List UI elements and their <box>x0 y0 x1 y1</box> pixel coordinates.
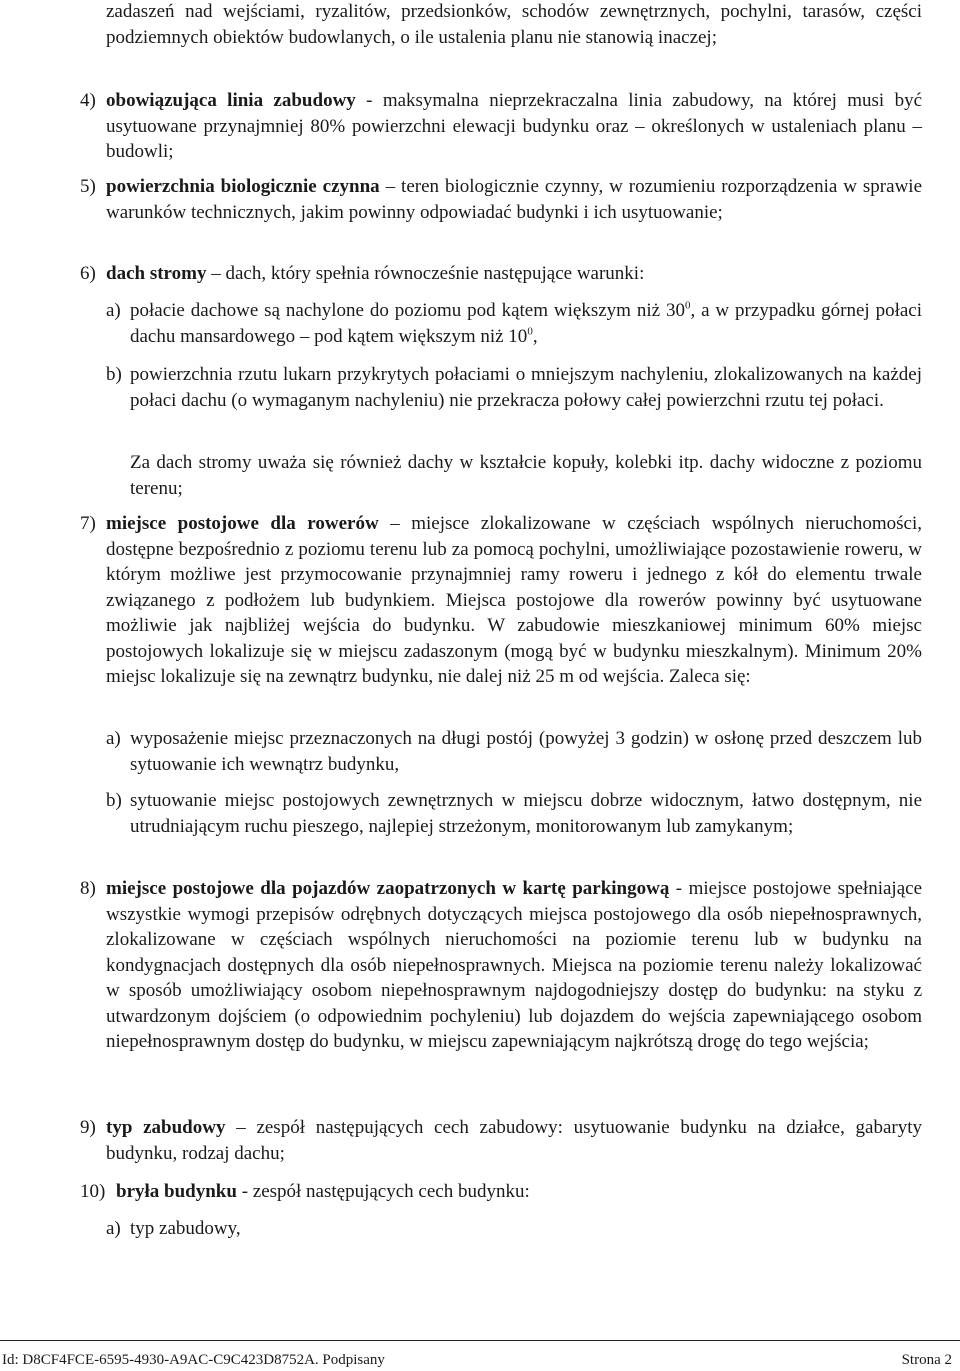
definition-text: miejsce postojowe spełniające wszystkie wymogi przepisów odrębnych dotyczących miejsca postojowego dla osób niepełnosprawnych, zlokalizowane w częściach wspólnych nieruchomości na poziomie terenu lub w budynku na kondygnacjach dostępnych dla osób niepełnosprawnych. Miejsca na poziomie terenu należy lokalizować w sposób umożliwiający osobom niepełnosprawnym najdogodniejszy dostęp do budynku: na styku z utwardzonym dojściem (o odpowiednim pochyleniu) lub dojazdem do wejścia zapewniającego osobom niepełnosprawnym dostęp do budynku, w miejscu zapewniającym najkrótszą drogę do tego wejścia; <box>106 878 922 1052</box>
definition-text: dach, który spełnia równocześnie następujące warunki: <box>225 263 645 284</box>
definition-text: maksymalna nieprzekraczalna linia zabudowy, na której musi być usytuowane przynajmniej 80% powierzchni elewacji budynku oraz – określonych w ustaleniach planu – budowli; <box>106 90 922 162</box>
subitem: wyposażenie miejsc przeznaczonych na długi postój (powyżej 3 godzin) w osłonę przed deszczem lub sytuowanie ich wewnątrz budynku, <box>130 728 922 775</box>
definition-item <box>106 261 922 287</box>
subitem: powierzchnia rzutu lukarn przykrytych połaciami o mniejszym nachyleniu, zlokalizowanych na każdej połaci dachu (o wymaganym nachyleniu) nie przekracza połowy całej powierzchni rzutu tej połaci. <box>130 364 922 411</box>
subitem-text: , <box>532 325 538 347</box>
separator: – <box>379 176 402 197</box>
subitem-text: , a w przypadku górnej połaci dachu mansardowego – pod kątem większym niż 10 <box>130 300 923 347</box>
definition-term: obowiązująca linia zabudowy <box>106 90 356 111</box>
definition-item <box>106 1115 922 1166</box>
subitem-text: połacie dachowe są nachylone do poziomu pod kątem większym niż 30 <box>130 300 685 321</box>
definition-term: powierzchnia biologicznie czynna <box>106 176 380 197</box>
definition-item <box>106 511 922 690</box>
intro-paragraph: zadaszeń nad wejściami, ryzalitów, przedsionków, schodów zewnętrznych, pochylni, tarasów, części podziemnych obiektów budowlanych, o ile ustalenia planu nie stanowią inaczej; <box>106 1 922 48</box>
definition-term: typ zabudowy <box>106 1117 226 1138</box>
definition-term: miejsce postojowe dla rowerów <box>106 513 379 534</box>
definition-text: teren biologicznie czynny, w rozumieniu rozporządzenia w sprawie warunków technicznych, jakim powinny odpowiadać budynki i ich usytuowanie; <box>106 176 922 223</box>
definition-term: miejsce postojowe dla pojazdów zaopatrzonych w kartę parkingową <box>106 878 670 899</box>
separator: – <box>378 513 412 534</box>
separator: – <box>225 1117 257 1138</box>
item-number: 10) <box>80 1181 106 1202</box>
subitem-label: b) <box>106 790 122 811</box>
separator: – <box>206 263 226 284</box>
definition-text: zespół następujących cech zabudowy: usytuowanie budynku na działce, gabaryty budynku, rodzaj dachu; <box>106 1117 923 1164</box>
definition-text: zespół następujących cech budynku: <box>252 1181 530 1202</box>
definition-item <box>116 1179 922 1205</box>
item-number: 5) <box>80 176 96 197</box>
separator: - <box>355 90 383 111</box>
document-id: Id: D8CF4FCE-6595-4930-A9AC-C9C423D8752A. Podpisany <box>2 1352 385 1368</box>
definition-item <box>106 876 922 1055</box>
page-number: Strona 2 <box>901 1352 952 1368</box>
definition-term: bryła budynku <box>116 1181 237 1202</box>
definition-text: miejsce zlokalizowane w częściach wspólnych nieruchomości, dostępne bezpośrednio z poziomu terenu lub za pomocą pochylni, umożliwiające pozostawienie roweru, w którym możliwe jest przymocowanie przynajmniej ramy roweru i jednego z kół do elementu trwale związanego z podłożem lub budynkiem. Miejsca postojowe dla rowerów powinny być usytuowane możliwie jak najbliżej wejścia do budynku. W zabudowie mieszkaniowej minimum 60% miejsc postojowych lokalizuje się w miejscu zadaszonym (mogą być w budynku mieszkalnym). Minimum 20% miejsc lokalizuje się na zewnątrz budynku, nie dalej niż 25 m od wejścia. Zaleca się: <box>106 513 923 687</box>
subitem: sytuowanie miejsc postojowych zewnętrznych w miejscu dobrze widocznym, łatwo dostępnym, nie utrudniającym ruchu pieszego, najlepiej strzeżonym, monitorowanym lub zamykanym; <box>130 790 922 837</box>
separator: - <box>236 1181 253 1202</box>
item-number: 8) <box>80 878 96 899</box>
definition-term: dach stromy <box>106 263 207 284</box>
definition-note: Za dach stromy uważa się również dachy w kształcie kopuły, kolebki itp. dachy widoczne z poziomu terenu; <box>130 452 922 499</box>
subitem-label: a) <box>106 1218 121 1239</box>
subitem <box>130 298 922 349</box>
subitem-label: a) <box>106 728 121 749</box>
definition-item <box>106 88 922 165</box>
subitem-label: a) <box>106 300 121 321</box>
footer-divider <box>0 1340 960 1341</box>
item-number: 4) <box>80 90 96 111</box>
separator: - <box>669 878 689 899</box>
definition-item <box>106 174 922 225</box>
subitem: typ zabudowy, <box>130 1218 241 1239</box>
subitem-label: b) <box>106 364 122 385</box>
degree-sup: 0 <box>684 299 691 312</box>
degree-sup: 0 <box>527 325 533 338</box>
item-number: 9) <box>80 1117 96 1138</box>
item-number: 6) <box>80 263 96 284</box>
item-number: 7) <box>80 513 96 534</box>
